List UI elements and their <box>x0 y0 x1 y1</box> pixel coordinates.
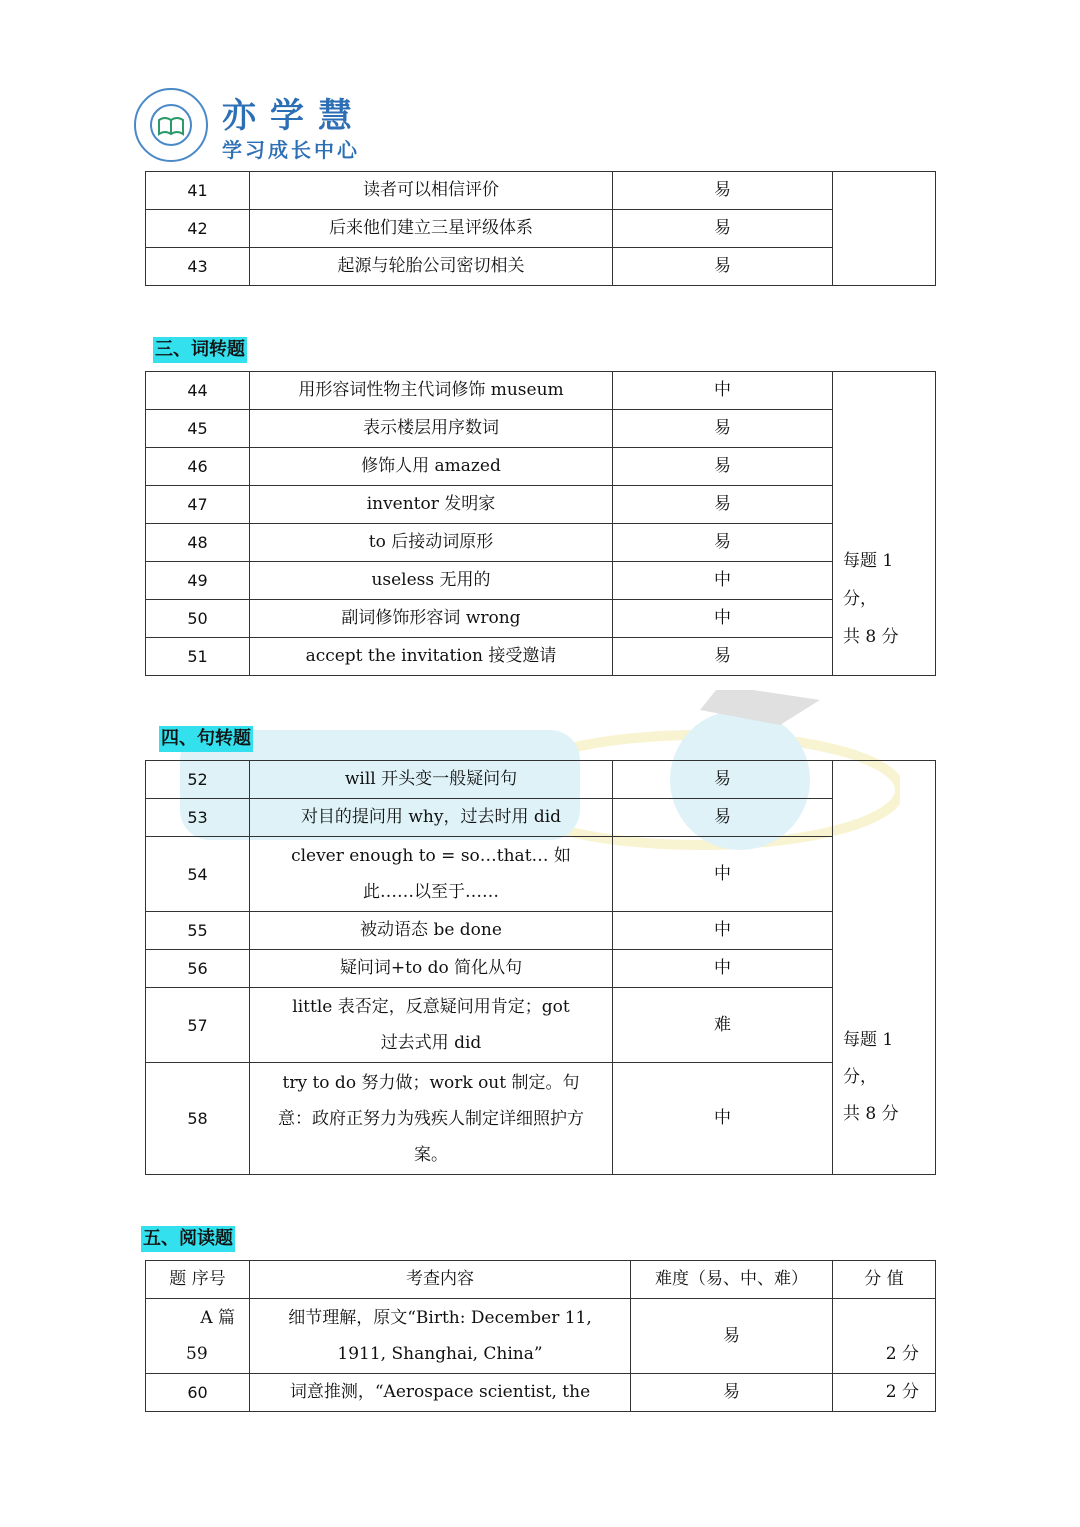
table-row <box>146 837 936 912</box>
table-row <box>146 1374 936 1412</box>
section-title-word-transform: 三、词转题 <box>153 337 247 363</box>
question-content <box>250 1063 613 1175</box>
question-content: 修饰人用 amazed <box>250 448 613 486</box>
difficulty-level: 中 <box>613 372 833 410</box>
question-number: 46 <box>146 448 250 486</box>
logo-title: 亦学慧 <box>222 96 366 136</box>
question-content: 读者可以相信评价 <box>250 172 613 210</box>
difficulty-level: 中 <box>613 1063 833 1175</box>
content-line: 过去式用 did <box>380 1033 482 1053</box>
question-content: 对目的提问用 why，过去时用 did <box>250 799 613 837</box>
difficulty-level: 易 <box>613 248 833 286</box>
passage-label: A 篇 <box>200 1308 235 1328</box>
question-number: 49 <box>146 562 250 600</box>
difficulty-level: 易 <box>631 1374 833 1412</box>
question-content: 被动语态 be done <box>250 912 613 950</box>
table-row <box>146 562 936 600</box>
table-row <box>146 600 936 638</box>
question-content: 疑问词+to do 简化从句 <box>250 950 613 988</box>
difficulty-level: 易 <box>613 638 833 676</box>
content-line: 意：政府正努力为残疾人制定详细照护方 <box>278 1108 584 1129</box>
table-row <box>146 761 936 799</box>
table-row <box>146 486 936 524</box>
column-header: 分 值 <box>833 1261 936 1299</box>
content-line: little 表否定，反意疑问用肯定；got <box>292 997 570 1017</box>
question-number: 54 <box>146 837 250 912</box>
difficulty-level: 易 <box>613 761 833 799</box>
question-number: 51 <box>146 638 250 676</box>
difficulty-level: 易 <box>613 524 833 562</box>
question-number-value: 59 <box>186 1344 208 1364</box>
table-header-row <box>146 1261 936 1299</box>
score-value: 2 分 <box>833 1374 936 1412</box>
table-row <box>146 172 936 210</box>
score-note <box>833 372 936 676</box>
score-note-line2: 共 8 分 <box>843 1104 899 1124</box>
question-number: 50 <box>146 600 250 638</box>
question-content: 起源与轮胎公司密切相关 <box>250 248 613 286</box>
content-line: 案。 <box>414 1144 448 1165</box>
question-number: 41 <box>146 172 250 210</box>
table-sentence-transform <box>145 760 936 1175</box>
question-content: will 开头变一般疑问句 <box>250 761 613 799</box>
table-row <box>146 448 936 486</box>
difficulty-level: 中 <box>613 600 833 638</box>
question-content <box>250 837 613 912</box>
logo-subtitle: 学习成长中心 <box>222 138 360 162</box>
section-title-reading: 五、阅读题 <box>141 1226 235 1252</box>
table-reading <box>145 1260 936 1412</box>
table-row <box>146 950 936 988</box>
content-line: 细节理解，原文“Birth: December 11, <box>288 1308 592 1328</box>
difficulty-level: 易 <box>613 410 833 448</box>
column-header: 考查内容 <box>250 1261 631 1299</box>
difficulty-level: 中 <box>613 950 833 988</box>
question-number: 55 <box>146 912 250 950</box>
table-row <box>146 372 936 410</box>
question-content: accept the invitation 接受邀请 <box>250 638 613 676</box>
question-number: 44 <box>146 372 250 410</box>
question-content: 词意推测，“Aerospace scientist, the <box>250 1374 631 1412</box>
column-header: 题 序号 <box>146 1261 250 1299</box>
question-content: 副词修饰形容词 wrong <box>250 600 613 638</box>
score-value: 2 分 <box>833 1299 936 1374</box>
question-content: to 后接动词原形 <box>250 524 613 562</box>
table-word-transform <box>145 371 936 676</box>
difficulty-level: 易 <box>613 486 833 524</box>
question-number: 56 <box>146 950 250 988</box>
table-row <box>146 248 936 286</box>
table-row <box>146 410 936 448</box>
question-number: 52 <box>146 761 250 799</box>
difficulty-level: 易 <box>613 799 833 837</box>
question-number: 45 <box>146 410 250 448</box>
table-row <box>146 988 936 1063</box>
question-number: 60 <box>146 1374 250 1412</box>
table-row <box>146 1299 936 1374</box>
question-content: 用形容词性物主代词修饰 museum <box>250 372 613 410</box>
question-number: 47 <box>146 486 250 524</box>
question-content <box>250 988 613 1063</box>
difficulty-level: 易 <box>631 1299 833 1374</box>
question-content: inventor 发明家 <box>250 486 613 524</box>
question-number: 43 <box>146 248 250 286</box>
difficulty-level: 中 <box>613 912 833 950</box>
content-line: clever enough to = so…that… 如 <box>291 846 571 866</box>
brand-logo <box>134 88 374 170</box>
score-note-line2: 共 8 分 <box>843 626 899 647</box>
question-number: 53 <box>146 799 250 837</box>
difficulty-level: 中 <box>613 562 833 600</box>
logo-emblem <box>134 88 208 162</box>
question-number: 42 <box>146 210 250 248</box>
column-header: 难度（易、中、难） <box>631 1261 833 1299</box>
book-icon <box>158 114 184 136</box>
section-title-sentence-transform: 四、句转题 <box>159 726 253 752</box>
question-number: 57 <box>146 988 250 1063</box>
table-row <box>146 638 936 676</box>
table-row <box>146 912 936 950</box>
question-content: 后来他们建立三星评级体系 <box>250 210 613 248</box>
difficulty-level: 易 <box>613 210 833 248</box>
difficulty-level: 难 <box>613 988 833 1063</box>
content-line: try to do 努力做；work out 制定。句 <box>282 1072 580 1093</box>
table-top <box>145 171 936 286</box>
score-cell <box>833 172 936 286</box>
question-number: 48 <box>146 524 250 562</box>
question-content: useless 无用的 <box>250 562 613 600</box>
difficulty-level: 易 <box>613 448 833 486</box>
table-row <box>146 210 936 248</box>
question-number <box>146 1299 250 1374</box>
content-line: 此……以至于…… <box>363 882 499 902</box>
score-note <box>833 761 936 1175</box>
table-row <box>146 1063 936 1175</box>
difficulty-level: 中 <box>613 837 833 912</box>
score-note-line1: 每题 1 分， <box>843 1030 894 1087</box>
question-content <box>250 1299 631 1374</box>
question-content: 表示楼层用序数词 <box>250 410 613 448</box>
difficulty-level: 易 <box>613 172 833 210</box>
score-note-line1: 每题 1 分， <box>843 550 894 609</box>
table-row <box>146 524 936 562</box>
content-line: 1911, Shanghai, China” <box>337 1344 543 1364</box>
table-row <box>146 799 936 837</box>
question-number: 58 <box>146 1063 250 1175</box>
